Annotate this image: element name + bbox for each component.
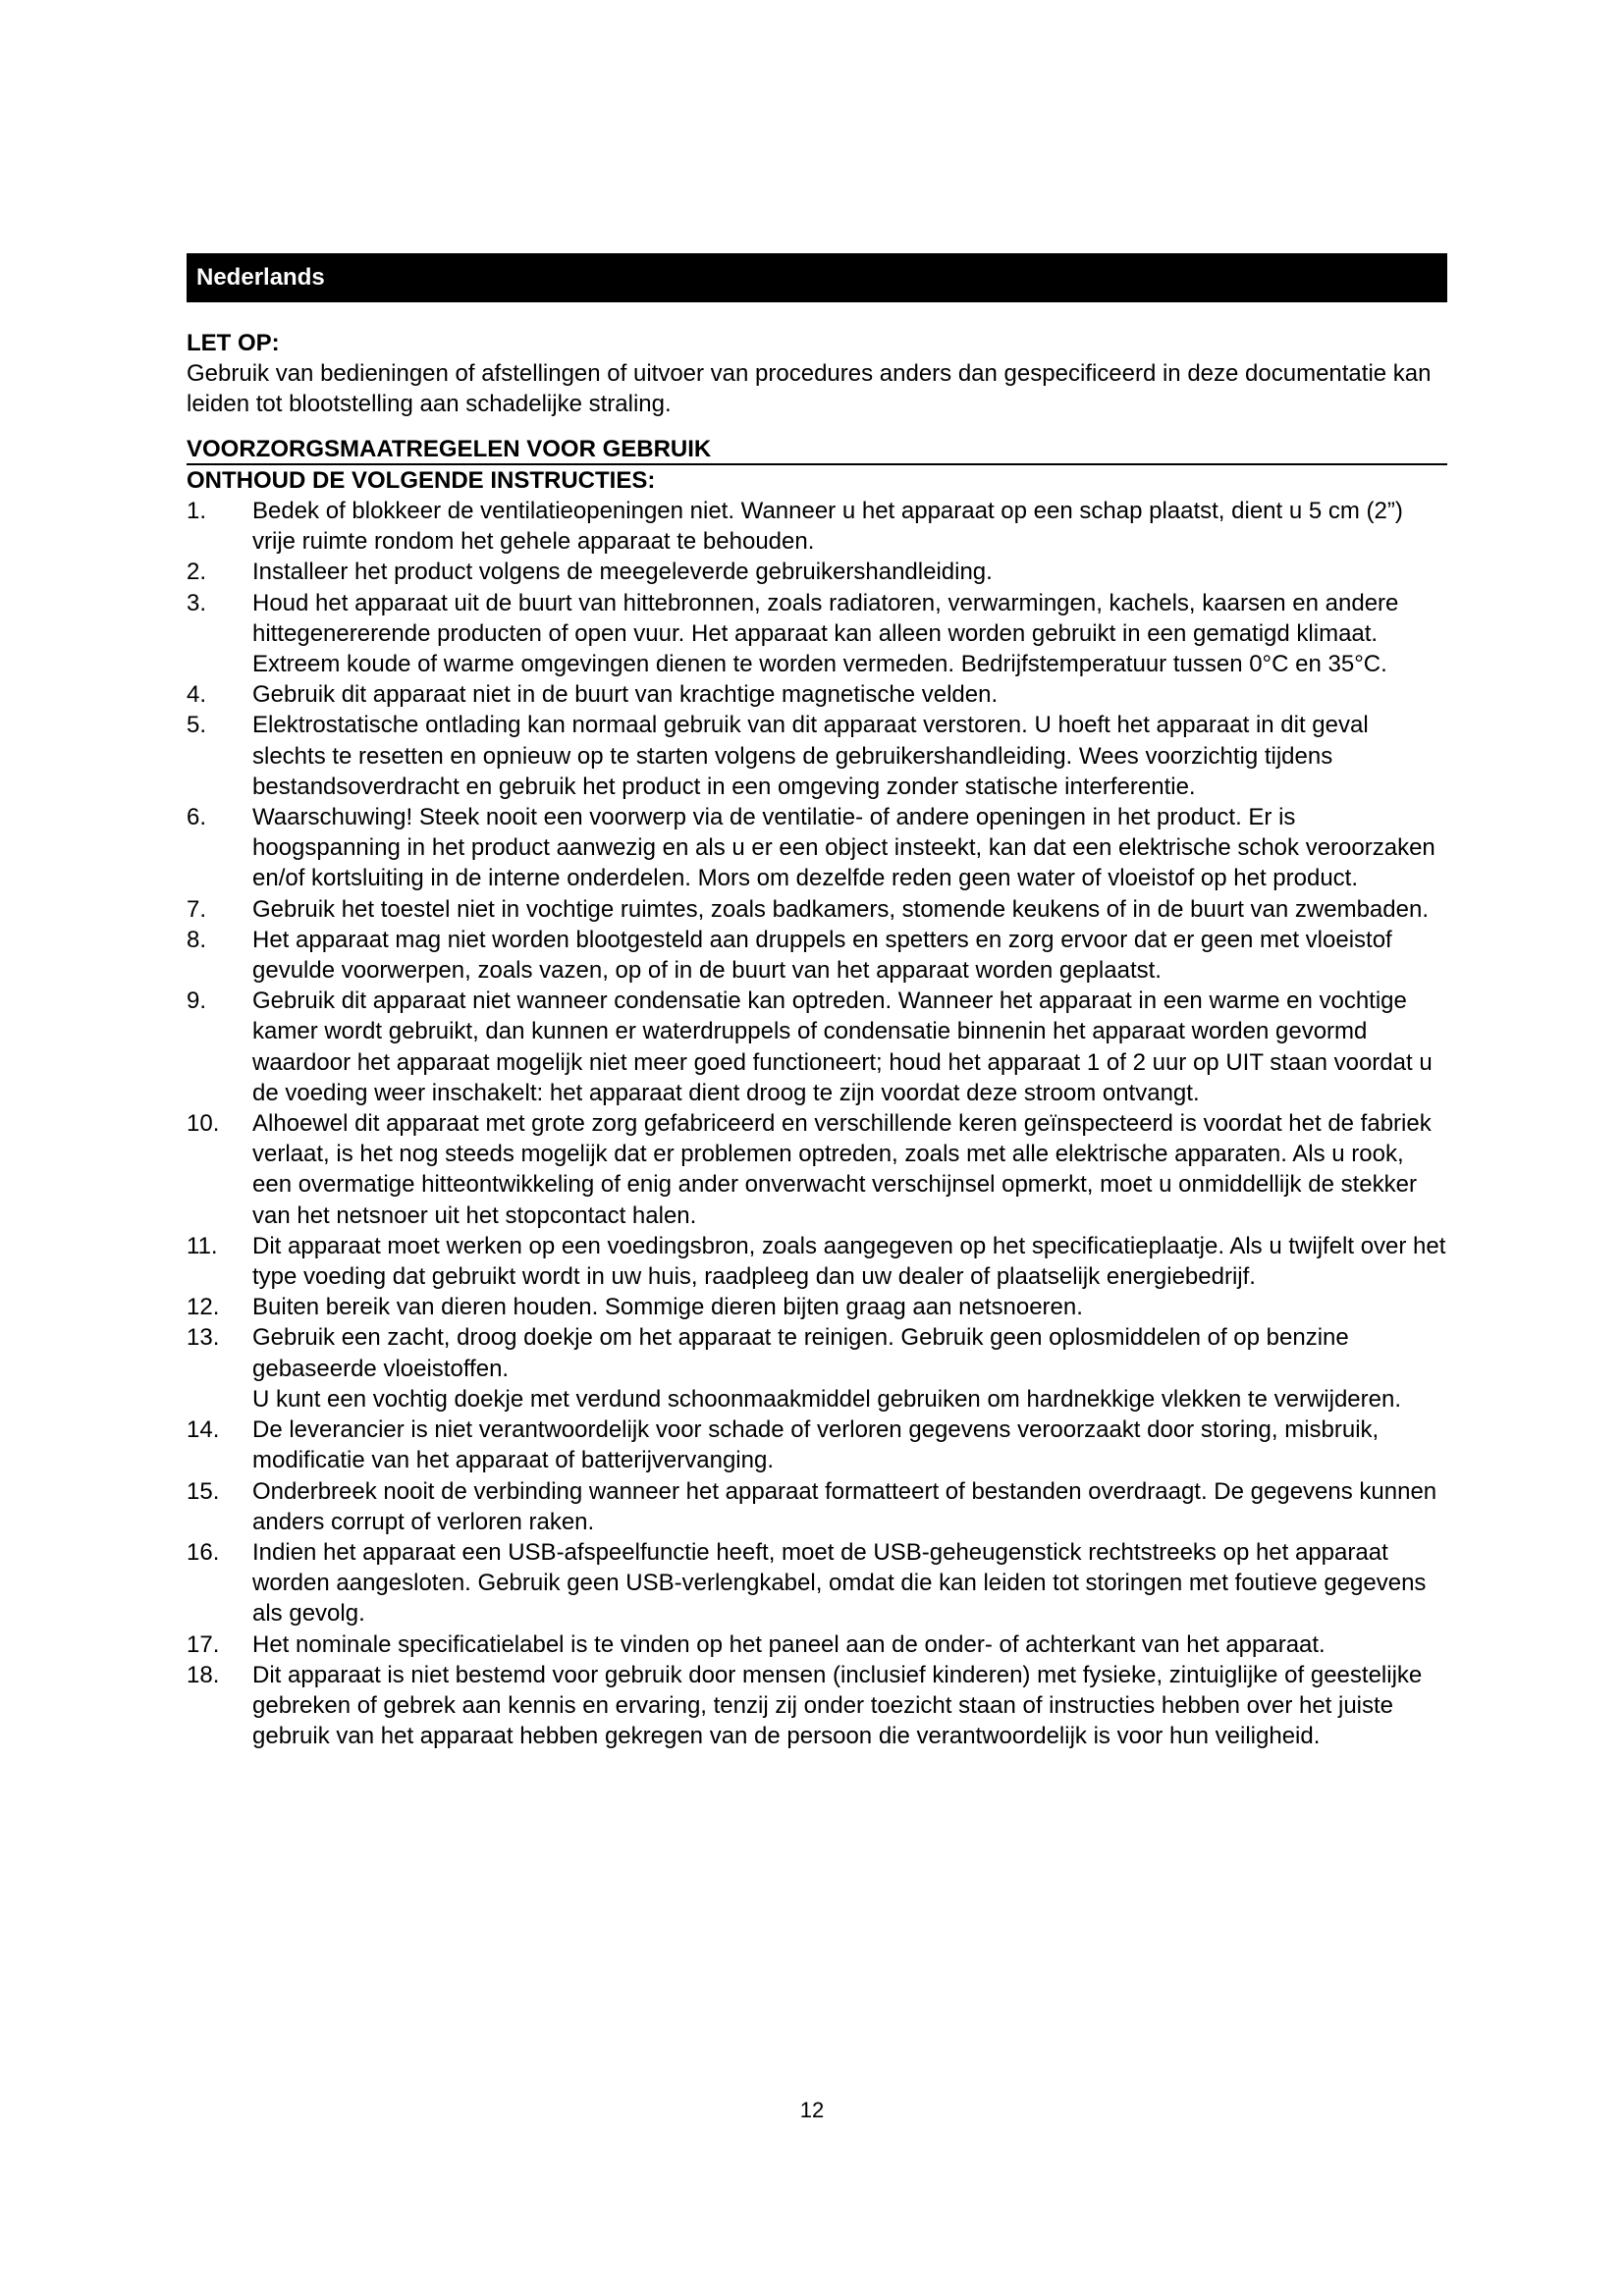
item-text: Dit apparaat is niet bestemd voor gebruik door mensen (inclusief kinderen) met fysieke, zintuiglijke of geestelijke gebreken of gebrek aan kennis en ervaring, tenzij zij onder toezicht staan of instructies hebben over het juiste gebruik van het apparaat hebben gekregen van de persoon die verantwoordelijk is voor hun veiligheid. — [252, 1661, 1423, 1750]
item-text: Bedek of blokkeer de ventilatieopeningen niet. Wanneer u het apparaat op een schap plaatst, dient u 5 cm (2”) vrije ruimte rondom het gehele apparaat te behouden. — [252, 498, 1403, 556]
item-number: 3. — [187, 589, 207, 616]
item-number: 6. — [187, 804, 207, 831]
item-text: Gebruik dit apparaat niet wanneer condensatie kan optreden. Wanneer het apparaat in een warme en vochtige kamer wordt gebruikt, dan kunnen er waterdruppels of condensatie binnenin het apparaat worden gevormd waardoor het apparaat mogelijk niet meer goed functioneert; houd het apparaat 1 of 2 uur op UIT staan voordat u de voeding weer inschakelt: het apparaat dient droog te zijn voordat deze stroom ontvangt. — [252, 988, 1433, 1106]
list-item — [187, 925, 1447, 986]
instructions-subheading: ONTHOUD DE VOLGENDE INSTRUCTIES: — [187, 467, 656, 494]
item-text: Buiten bereik van dieren houden. Sommige dieren bijten graag aan netsnoeren. — [252, 1294, 1083, 1321]
page-number: 12 — [799, 2098, 825, 2122]
instruction-list — [187, 496, 1447, 1751]
item-text: Gebruik het toestel niet in vochtige ruimtes, zoals badkamers, stomende keukens of in de buurt van zwembaden. — [252, 895, 1429, 923]
item-text: Houd het apparaat uit de buurt van hittebronnen, zoals radiatoren, verwarmingen, kachels, kaarsen en andere hittegenererende producten of open vuur. Het apparaat kan alleen worden gebruikt in een gematigd klimaat. Extreem koude of warme omgevingen dienen te worden vermeden. Bedrijfstemperatuur tussen 0°C en 35°C. — [252, 589, 1399, 678]
item-text: Installeer het product volgens de meegeleverde gebruikershandleiding. — [252, 559, 993, 586]
item-number: 5. — [187, 712, 207, 739]
item-number: 2. — [187, 559, 207, 586]
list-item — [187, 1660, 1447, 1752]
item-number: 12. — [187, 1294, 220, 1321]
item-number: 16. — [187, 1538, 220, 1566]
document-page — [187, 253, 1447, 1751]
list-item — [187, 1629, 1447, 1660]
list-item — [187, 1415, 1447, 1475]
item-number: 17. — [187, 1630, 220, 1658]
list-item — [187, 1292, 1447, 1322]
list-item — [187, 986, 1447, 1108]
item-text: Gebruik dit apparaat niet in de buurt van krachtige magnetische velden. — [252, 681, 999, 709]
item-number: 15. — [187, 1477, 220, 1505]
item-text: Het apparaat mag niet worden blootgesteld aan druppels en spetters en zorg ervoor dat er geen met vloeistof gevulde voorwerpen, zoals vazen, op of in de buurt van het apparaat worden geplaatst. — [252, 926, 1392, 985]
list-item — [187, 1108, 1447, 1231]
item-text: De leverancier is niet verantwoordelijk voor schade of verloren gegevens veroorzaakt door storing, misbruik, modificatie van het apparaat of batterijvervanging. — [252, 1416, 1380, 1474]
list-item — [187, 1322, 1447, 1415]
item-number: 14. — [187, 1416, 220, 1444]
list-item — [187, 802, 1447, 894]
language-header: Nederlands — [187, 253, 1447, 302]
list-item — [187, 496, 1447, 557]
item-number: 11. — [187, 1232, 218, 1259]
list-item — [187, 557, 1447, 587]
list-item — [187, 710, 1447, 802]
item-text: Onderbreek nooit de verbinding wanneer het apparaat formatteert of bestanden overdraagt. De gegevens kunnen anders corrupt of verloren raken. — [252, 1477, 1437, 1535]
item-text: Dit apparaat moet werken op een voedingsbron, zoals aangegeven op het specificatieplaatje. Als u twijfelt over het type voeding dat gebruikt wordt in uw huis, raadpleeg dan uw dealer of plaatselijk energiebedrijf. — [252, 1232, 1446, 1291]
item-number: 8. — [187, 926, 207, 953]
item-number: 9. — [187, 988, 207, 1015]
item-number: 13. — [187, 1324, 220, 1352]
item-text-continued: U kunt een vochtig doekje met verdund schoonmaakmiddel gebruiken om hardnekkige vlekken te verwijderen. — [252, 1385, 1401, 1413]
item-text: Waarschuwing! Steek nooit een voorwerp via de ventilatie- of andere openingen in het product. Er is hoogspanning in het product aanwezig en als u er een object insteekt, kan dat een elektrische schok veroorzaken en/of kortsluiting in de interne onderdelen. Mors om dezelfde reden geen water of vloeistof op het product. — [252, 804, 1435, 892]
list-item — [187, 1476, 1447, 1537]
caution-title: LET OP: — [187, 330, 280, 356]
item-number: 1. — [187, 498, 207, 524]
list-item — [187, 894, 1447, 925]
item-number: 10. — [187, 1110, 220, 1138]
item-text-group — [252, 1322, 1447, 1415]
item-number: 18. — [187, 1661, 220, 1688]
precautions-heading: VOORZORGSMAATREGELEN VOOR GEBRUIK — [187, 435, 1447, 465]
item-text: Elektrostatische ontlading kan normaal gebruik van dit apparaat verstoren. U hoeft het apparaat in dit geval slechts te resetten en opnieuw op te starten volgens de gebruikershandleiding. Wees voorzichtig tijdens bestandsoverdracht en gebruik het product in een omgeving zonder statische interferentie. — [252, 712, 1369, 800]
item-text: Alhoewel dit apparaat met grote zorg gefabriceerd en verschillende keren geïnspecteerd is voordat het de fabriek verlaat, is het nog steeds mogelijk dat er problemen optreden, zoals met alle elektrische apparaten. Als u rook, een overmatige hitteontwikkeling of enig ander onverwacht verschijnsel opmerkt, moet u onmiddellijk de stekker van het netsnoer uit het stopcontact halen. — [252, 1110, 1432, 1229]
item-number: 7. — [187, 895, 207, 923]
caution-text: Gebruik van bedieningen of afstellingen of uitvoer van procedures anders dan gespecificeerd in deze documentatie kan leiden tot blootstelling aan schadelijke straling. — [187, 360, 1432, 417]
list-item — [187, 1537, 1447, 1629]
list-item — [187, 1231, 1447, 1292]
item-text: Indien het apparaat een USB-afspeelfunctie heeft, moet de USB-geheugenstick rechtstreeks op het apparaat worden aangesloten. Gebruik geen USB-verlengkabel, omdat die kan leiden tot storingen met foutieve gegevens als gevolg. — [252, 1538, 1427, 1628]
list-item — [187, 588, 1447, 680]
list-item — [187, 679, 1447, 710]
item-text: Gebruik een zacht, droog doekje om het apparaat te reinigen. Gebruik geen oplosmiddelen of op benzine gebaseerde vloeistoffen. — [252, 1324, 1349, 1382]
item-text: Het nominale specificatielabel is te vinden op het paneel aan de onder- of achterkant van het apparaat. — [252, 1630, 1326, 1658]
item-number: 4. — [187, 681, 207, 709]
